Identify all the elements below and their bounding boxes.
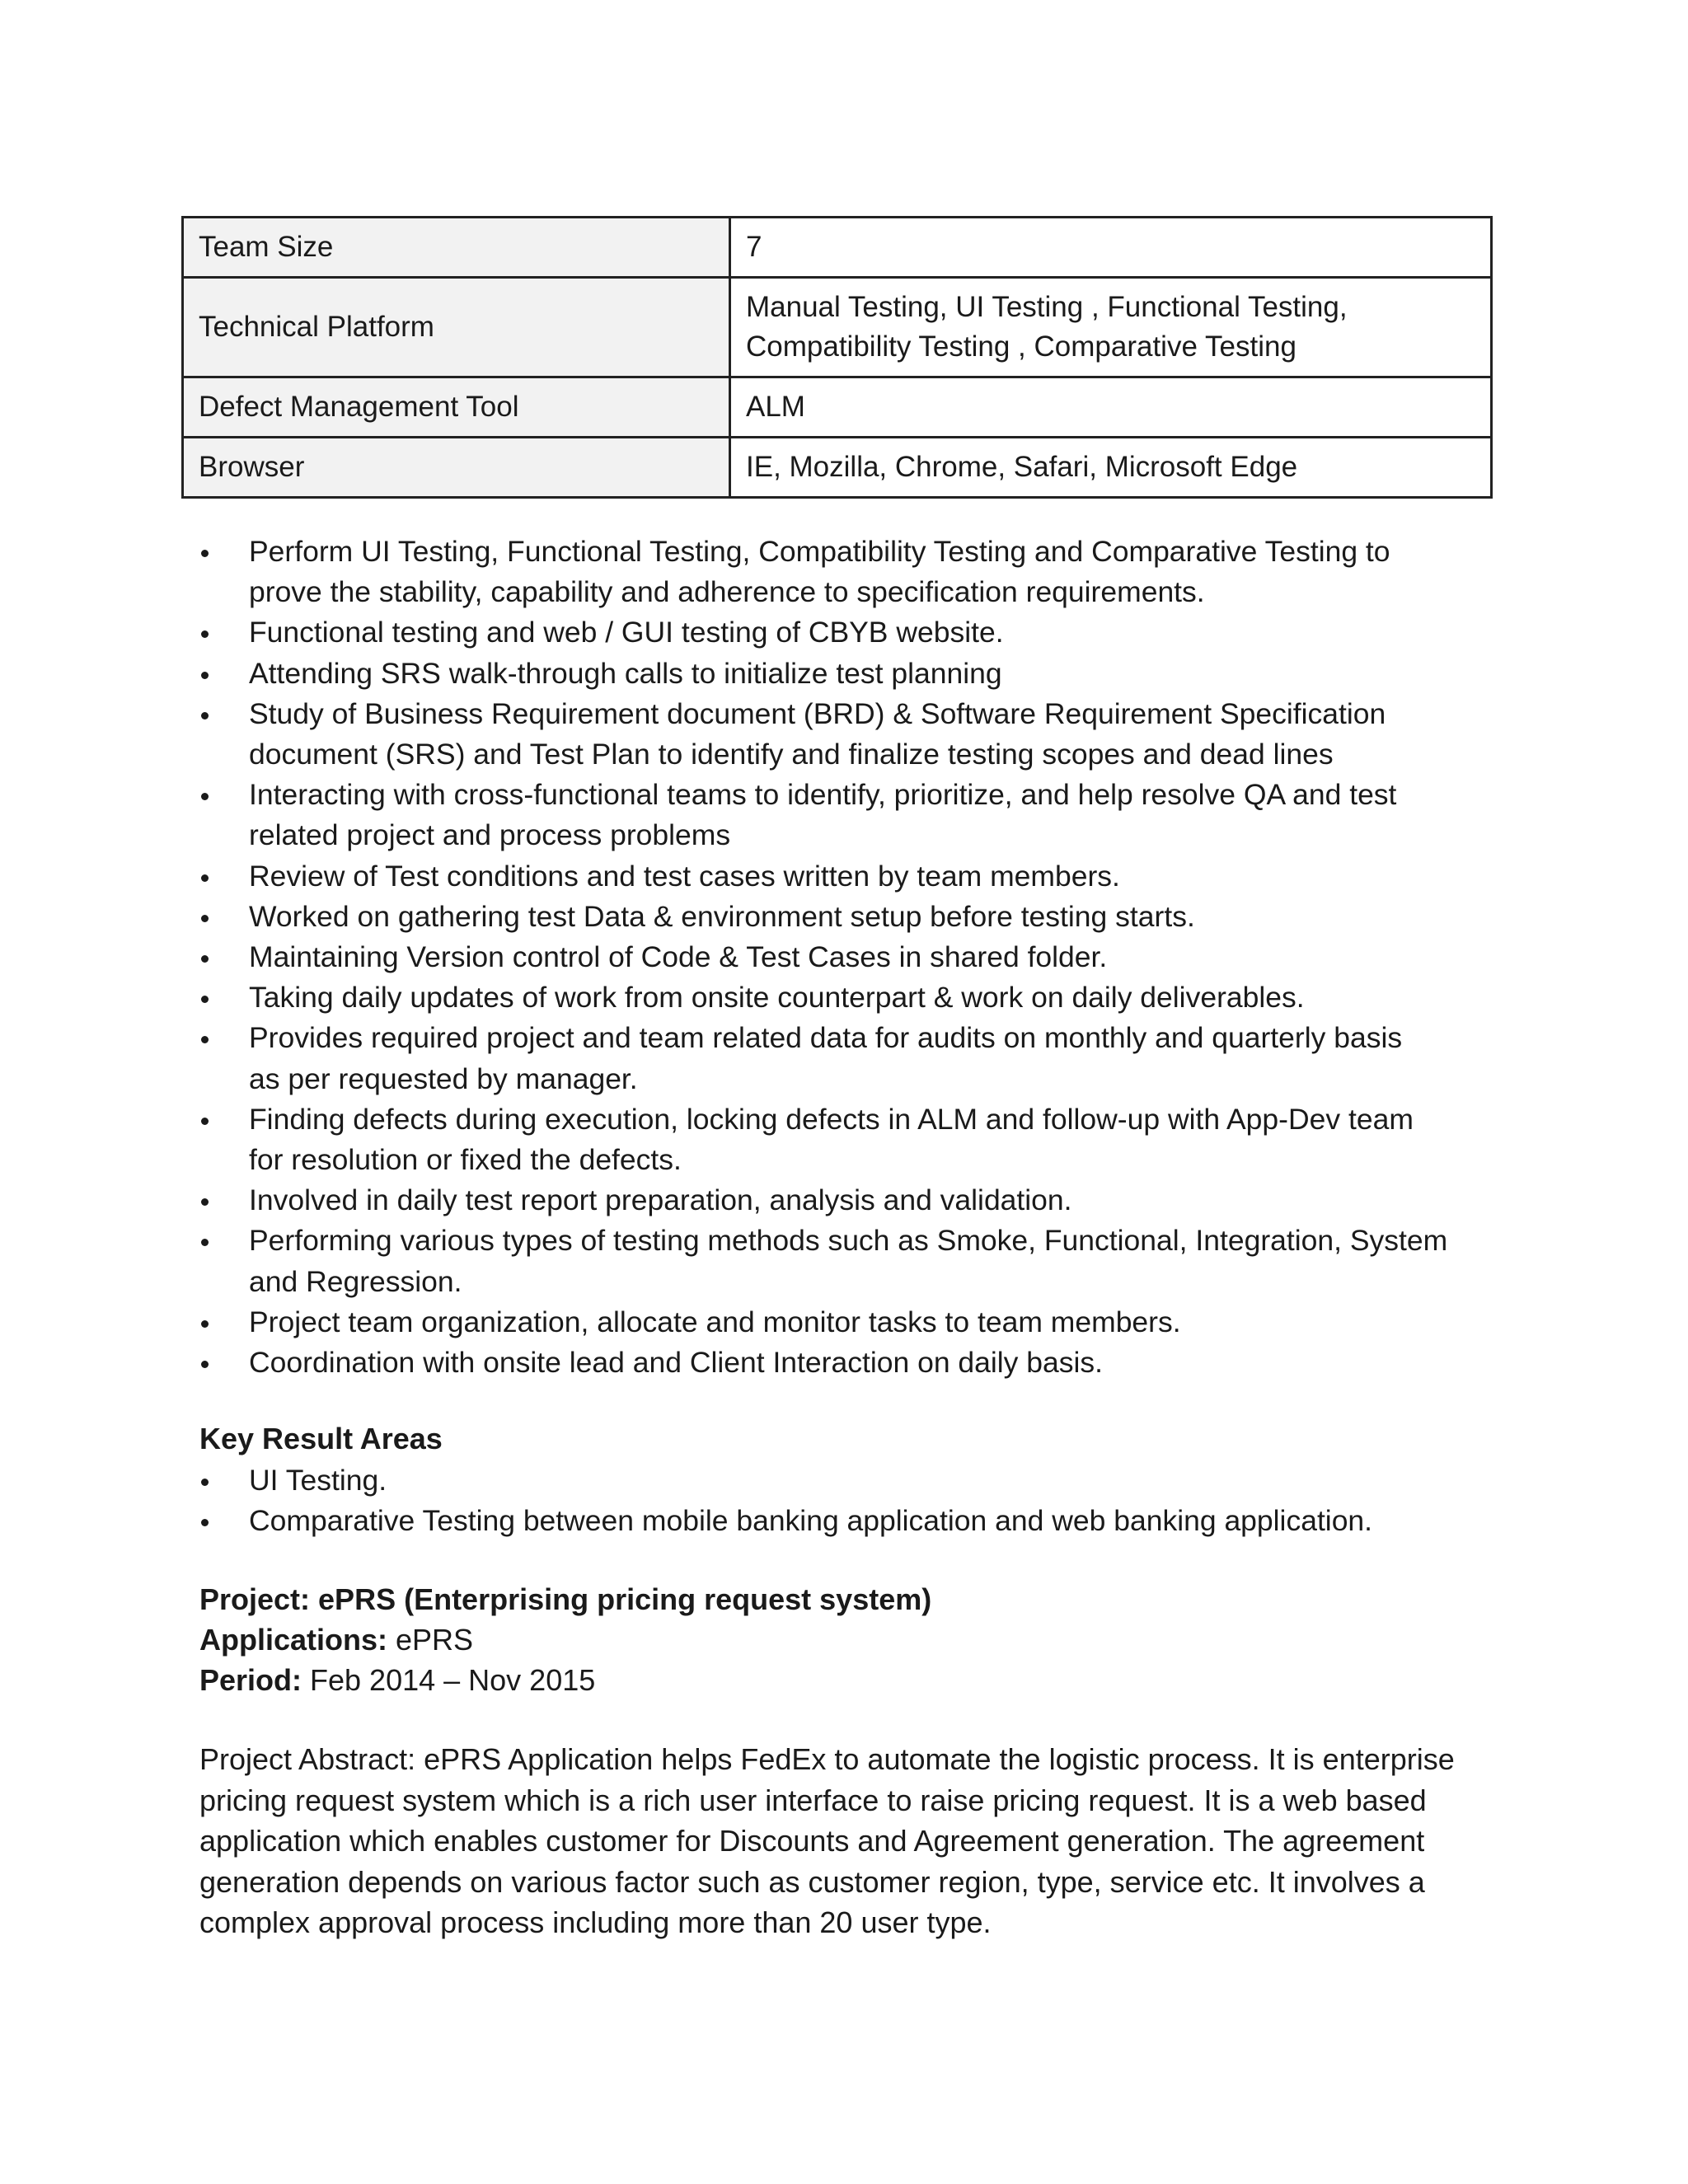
table-value-cell [730, 377, 1492, 438]
project-title: Project: ePRS (Enterprising pricing request system) [199, 1582, 932, 1616]
list-item [199, 1018, 1510, 1099]
table-label-cell: Technical Platform [183, 278, 730, 377]
table-value-line: IE, Mozilla, Chrome, Safari, Microsoft Edge [746, 451, 1298, 483]
responsibilities-list [199, 532, 1510, 1383]
list-item [199, 532, 1510, 612]
period-value: Feb 2014 – Nov 2015 [302, 1663, 596, 1697]
list-item-text: UI Testing. [249, 1464, 387, 1497]
list-item [199, 1099, 1510, 1180]
list-item-text: for resolution or fixed the defects. [249, 1143, 682, 1177]
table-row [183, 438, 1492, 498]
period-label: Period: [199, 1663, 302, 1697]
table-value-line: Manual Testing, UI Testing , Functional Testing, [746, 291, 1348, 323]
list-item [199, 694, 1510, 775]
list-item-text: Interacting with cross-functional teams to identify, prioritize, and help resolve QA and test [249, 778, 1397, 812]
project-abstract [199, 1739, 1502, 1943]
key-result-areas-list [199, 1460, 1510, 1541]
list-item [199, 775, 1510, 855]
table-value-line: ALM [746, 391, 805, 423]
list-item-text: Taking daily updates of work from onsite counterpart & work on daily deliverables. [249, 981, 1305, 1015]
abstract-line: Project Abstract: ePRS Application helps FedEx to automate the logistic process. It is enterprise [199, 1742, 1455, 1776]
list-item [199, 612, 1510, 653]
list-item [199, 897, 1510, 937]
list-item [199, 1343, 1510, 1383]
table-value-line: Compatibility Testing , Comparative Testing [746, 330, 1296, 363]
applications-value: ePRS [387, 1623, 474, 1657]
project-applications [199, 1619, 931, 1660]
list-item [199, 1460, 1510, 1501]
abstract-line: application which enables customer for Discounts and Agreement generation. The agreement [199, 1824, 1425, 1858]
list-item-text: and Regression. [249, 1264, 462, 1298]
project-details [199, 1579, 931, 1700]
list-item [199, 937, 1510, 977]
list-item-text: Performing various types of testing methods such as Smoke, Functional, Integration, System [249, 1224, 1448, 1258]
list-item-text: Review of Test conditions and test cases written by team members. [249, 859, 1120, 893]
list-item-text: Project team organization, allocate and monitor tasks to team members. [249, 1305, 1181, 1338]
list-item-text: prove the stability, capability and adherence to specification requirements. [249, 575, 1205, 609]
list-item-text: Attending SRS walk-through calls to initialize test planning [249, 656, 1002, 690]
project-period [199, 1660, 931, 1700]
list-item-text: Provides required project and team related data for audits on monthly and quarterly basis [249, 1021, 1403, 1055]
list-item-text: Study of Business Requirement document (BRD) & Software Requirement Specification [249, 696, 1386, 730]
list-item [199, 1221, 1510, 1301]
table-value-cell [730, 438, 1492, 498]
table-value-cell [730, 278, 1492, 377]
table-label-cell: Browser [183, 438, 730, 498]
list-item-text: Comparative Testing between mobile banking application and web banking application. [249, 1504, 1373, 1538]
key-result-areas-heading: Key Result Areas [199, 1422, 443, 1455]
project-info-table [181, 216, 1493, 499]
table-row [183, 278, 1492, 377]
list-item [199, 1302, 1510, 1343]
applications-label: Applications: [199, 1623, 388, 1657]
list-item-text: Worked on gathering test Data & environment setup before testing starts. [249, 899, 1195, 933]
list-item [199, 1180, 1510, 1221]
list-item-text: related project and process problems [249, 818, 731, 852]
list-item [199, 654, 1510, 694]
abstract-line: pricing request system which is a rich user interface to raise pricing request. It is a web based [199, 1783, 1427, 1817]
list-item-text: Finding defects during execution, locking defects in ALM and follow-up with App-Dev team [249, 1102, 1414, 1136]
list-item [199, 977, 1510, 1018]
table-label-cell: Team Size [183, 218, 730, 278]
table-row [183, 377, 1492, 438]
list-item-text: Perform UI Testing, Functional Testing, Compatibility Testing and Comparative Testing to [249, 535, 1390, 568]
list-item-text: document (SRS) and Test Plan to identify and finalize testing scopes and dead lines [249, 738, 1334, 771]
table-value-cell [730, 218, 1492, 278]
list-item-text: Maintaining Version control of Code & Test Cases in shared folder. [249, 940, 1108, 974]
table-label-cell: Defect Management Tool [183, 377, 730, 438]
table-value-line: 7 [746, 231, 762, 263]
list-item-text: Functional testing and web / GUI testing of CBYB website. [249, 616, 1004, 649]
list-item-text: Coordination with onsite lead and Client Interaction on daily basis. [249, 1346, 1104, 1380]
list-item [199, 1501, 1510, 1541]
list-item [199, 856, 1510, 897]
abstract-line: generation depends on various factor such as customer region, type, service etc. It involves a [199, 1864, 1425, 1899]
table-row [183, 218, 1492, 278]
list-item-text: Involved in daily test report preparation, analysis and validation. [249, 1183, 1072, 1217]
list-item-text: as per requested by manager. [249, 1062, 638, 1095]
abstract-line: complex approval process including more than 20 user type. [199, 1905, 992, 1939]
